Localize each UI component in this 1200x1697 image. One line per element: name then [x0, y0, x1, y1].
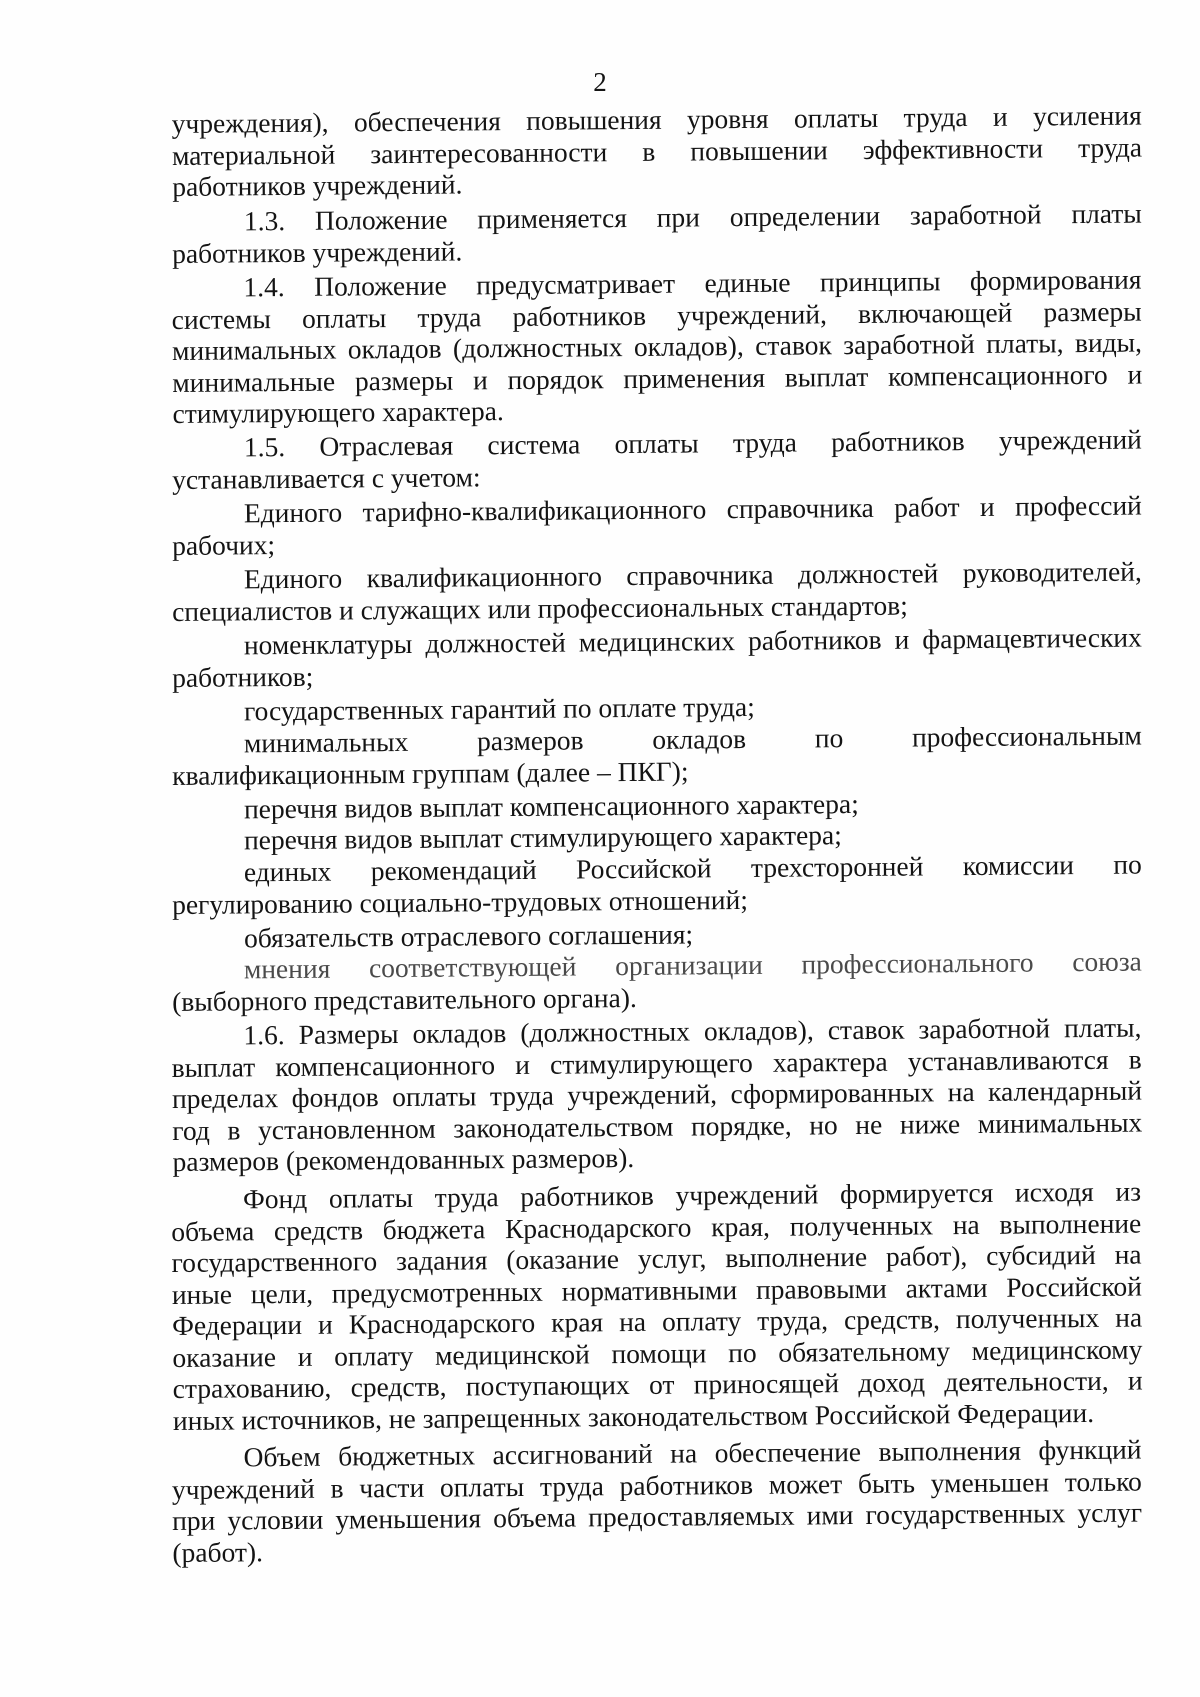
- text-line: регулированию социально-трудовых отношений;: [172, 882, 749, 919]
- text-line: Единого тарифно-квалификационного справочника работ и профессий: [243, 489, 1142, 529]
- paragraph-wage-fund: [171, 1175, 1143, 1435]
- text-line: мнения соответствующей организации профессионального союза: [243, 945, 1142, 985]
- text-line: учреждений в части оплаты труда работников может быть уменьшен только: [171, 1464, 1142, 1504]
- text-line: выплат компенсационного и стимулирующего характера устанавливаются в: [171, 1043, 1142, 1083]
- paragraph-budget-allocations: [171, 1433, 1142, 1567]
- paragraph-1-3: [172, 197, 1143, 268]
- text-line: Федерации и Краснодарского края на оплату труда, средств, полученных на: [172, 1301, 1143, 1341]
- paragraph-1-2-continuation: [172, 100, 1143, 203]
- text-line: рабочих;: [172, 528, 276, 561]
- text-line: работников учреждений.: [172, 168, 463, 202]
- paragraph-1-6: [171, 1012, 1142, 1178]
- text-line: иные цели, предусмотренных нормативными правовыми актами Российской: [171, 1269, 1142, 1309]
- page-number: 2: [593, 67, 607, 97]
- list-item-eks: [172, 556, 1143, 627]
- text-line: объема средств бюджета Краснодарского края, полученных на выполнение: [171, 1206, 1142, 1247]
- text-line: учреждения), обеспечения повышения уровня оплаты труда и усиления: [171, 99, 1142, 140]
- text-line: иных источников, не запрещенных законодательством Российской Федерации.: [172, 1395, 1095, 1435]
- text-line: устанавливается с учетом:: [172, 460, 481, 495]
- text-line: 1.6. Размеры окладов (должностных окладов), ставок заработной платы,: [243, 1011, 1142, 1051]
- text-line: 1.3. Положение применяется при определении заработной платы: [243, 197, 1142, 236]
- text-line: минимальных окладов (должностных окладов), ставок заработной платы, виды,: [171, 326, 1143, 366]
- text-line: минимальные размеры и порядок применения выплат компенсационного и: [172, 357, 1143, 397]
- text-line: (выборного представительного органа).: [172, 981, 637, 1017]
- text-line: Единого квалификационного справочника должностей руководителей,: [243, 555, 1142, 595]
- text-line: пределах фондов оплаты труда учреждений, сформированных на календарный: [171, 1074, 1143, 1114]
- paragraph-1-5: [172, 424, 1143, 495]
- text-line: обязательств отраслевого соглашения;: [243, 917, 694, 953]
- text-line: год в установленном законодательством порядке, но не ниже минимальных: [172, 1106, 1143, 1146]
- text-line: оказание и оплату медицинской помощи по обязательному медицинскому: [172, 1332, 1143, 1372]
- text-line: квалификационным группам (далее – ПКГ);: [172, 754, 689, 790]
- text-line: стимулирующего характера.: [172, 394, 504, 429]
- list-item-nomenclature: [172, 622, 1143, 693]
- document-body: [171, 99, 1143, 1568]
- text-line: 1.4. Положение предусматривает единые принципы формирования: [243, 263, 1142, 302]
- text-line: работников учреждений.: [172, 234, 463, 268]
- text-line: минимальных размеров окладов по профессиональным: [243, 719, 1142, 758]
- text-line: Объем бюджетных ассигнований на обеспечение выполнения функций: [243, 1433, 1142, 1472]
- list-item-recommendations: [172, 848, 1143, 919]
- text-line: государственных гарантий по оплате труда;: [243, 690, 755, 727]
- paragraph-1-4: [171, 263, 1142, 429]
- text-line: перечня видов выплат стимулирующего характера;: [243, 819, 842, 856]
- list-item-pkg: [172, 719, 1143, 790]
- text-line: перечня видов выплат компенсационного характера;: [243, 787, 859, 824]
- text-line: государственного задания (оказание услуг, выполнение работ), субсидий на: [171, 1238, 1142, 1278]
- text-line: размеров (рекомендованных размеров).: [172, 1141, 635, 1177]
- text-line: при условии уменьшения объема предоставляемых ими государственных услуг: [172, 1496, 1143, 1536]
- text-line: страхованию, средств, поступающих от приносящей доход деятельности, и: [172, 1364, 1143, 1404]
- text-line: специалистов и служащих или профессиональных стандартов;: [172, 589, 908, 627]
- text-line: единых рекомендаций Российской трехсторонней комиссии по: [243, 848, 1142, 887]
- list-item-etks: [172, 490, 1143, 561]
- text-line: материальной заинтересованности в повышении эффективности труда: [171, 131, 1143, 171]
- text-line: 1.5. Отраслевая система оплаты труда работников учреждений: [243, 423, 1142, 463]
- text-line: системы оплаты труда работников учреждений, включающей размеры: [171, 294, 1142, 335]
- text-line: Фонд оплаты труда работников учреждений формируется исходя из: [242, 1175, 1142, 1214]
- text-line: (работ).: [172, 1535, 264, 1567]
- list-item-union-opinion: [172, 946, 1143, 1017]
- text-line: работников;: [172, 660, 314, 693]
- text-line: номенклатуры должностей медицинских работников и фармацевтических: [243, 621, 1142, 661]
